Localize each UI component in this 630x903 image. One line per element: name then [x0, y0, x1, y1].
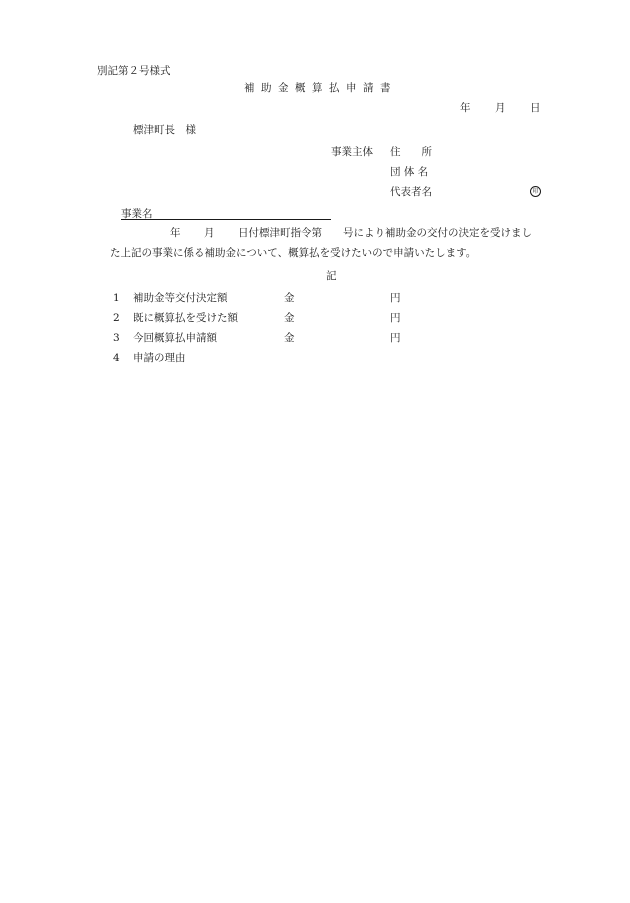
addressee: 標津町長 様 [133, 124, 196, 136]
item-yen: 円 [390, 312, 401, 324]
body-line-1: 日付標津町指令第 号により補助金の交付の決定を受けまし [238, 227, 532, 239]
org-name-label: 団 体 名 [390, 166, 429, 178]
item-number: 2 [113, 312, 120, 324]
seal-icon: 印 [530, 186, 541, 197]
body-month-label: 月 [204, 227, 215, 239]
item-kin: 金 [284, 332, 295, 344]
item-yen: 円 [390, 332, 401, 344]
item-kin: 金 [284, 312, 295, 324]
project-name-underline [121, 219, 331, 220]
project-name-label: 事業名 [121, 208, 153, 220]
item-number: 1 [113, 292, 120, 304]
body-line-2: た上記の事業に係る補助金について、概算払を受けたいので申請いたします。 [110, 247, 477, 259]
item-kin: 金 [284, 292, 295, 304]
item-number: 3 [113, 332, 120, 344]
body-year-label: 年 [170, 227, 181, 239]
item-label: 申請の理由 [133, 352, 186, 364]
date-day-label: 日 [530, 102, 541, 114]
representative-name-label: 代表者名 [390, 186, 432, 198]
date-year-label: 年 [460, 102, 471, 114]
date-month-label: 月 [495, 102, 506, 114]
item-number: 4 [113, 352, 120, 364]
item-label: 今回概算払申請額 [133, 332, 217, 344]
entity-label: 事業主体 [331, 146, 373, 158]
item-label: 既に概算払を受けた額 [133, 312, 238, 324]
item-yen: 円 [390, 292, 401, 304]
ki-heading: 記 [326, 270, 337, 282]
item-label: 補助金等交付決定額 [133, 292, 228, 304]
document-title: 補助金概算払申請書 [244, 82, 397, 94]
address-label: 住 所 [390, 146, 432, 158]
form-number: 別記第２号様式 [97, 65, 171, 77]
